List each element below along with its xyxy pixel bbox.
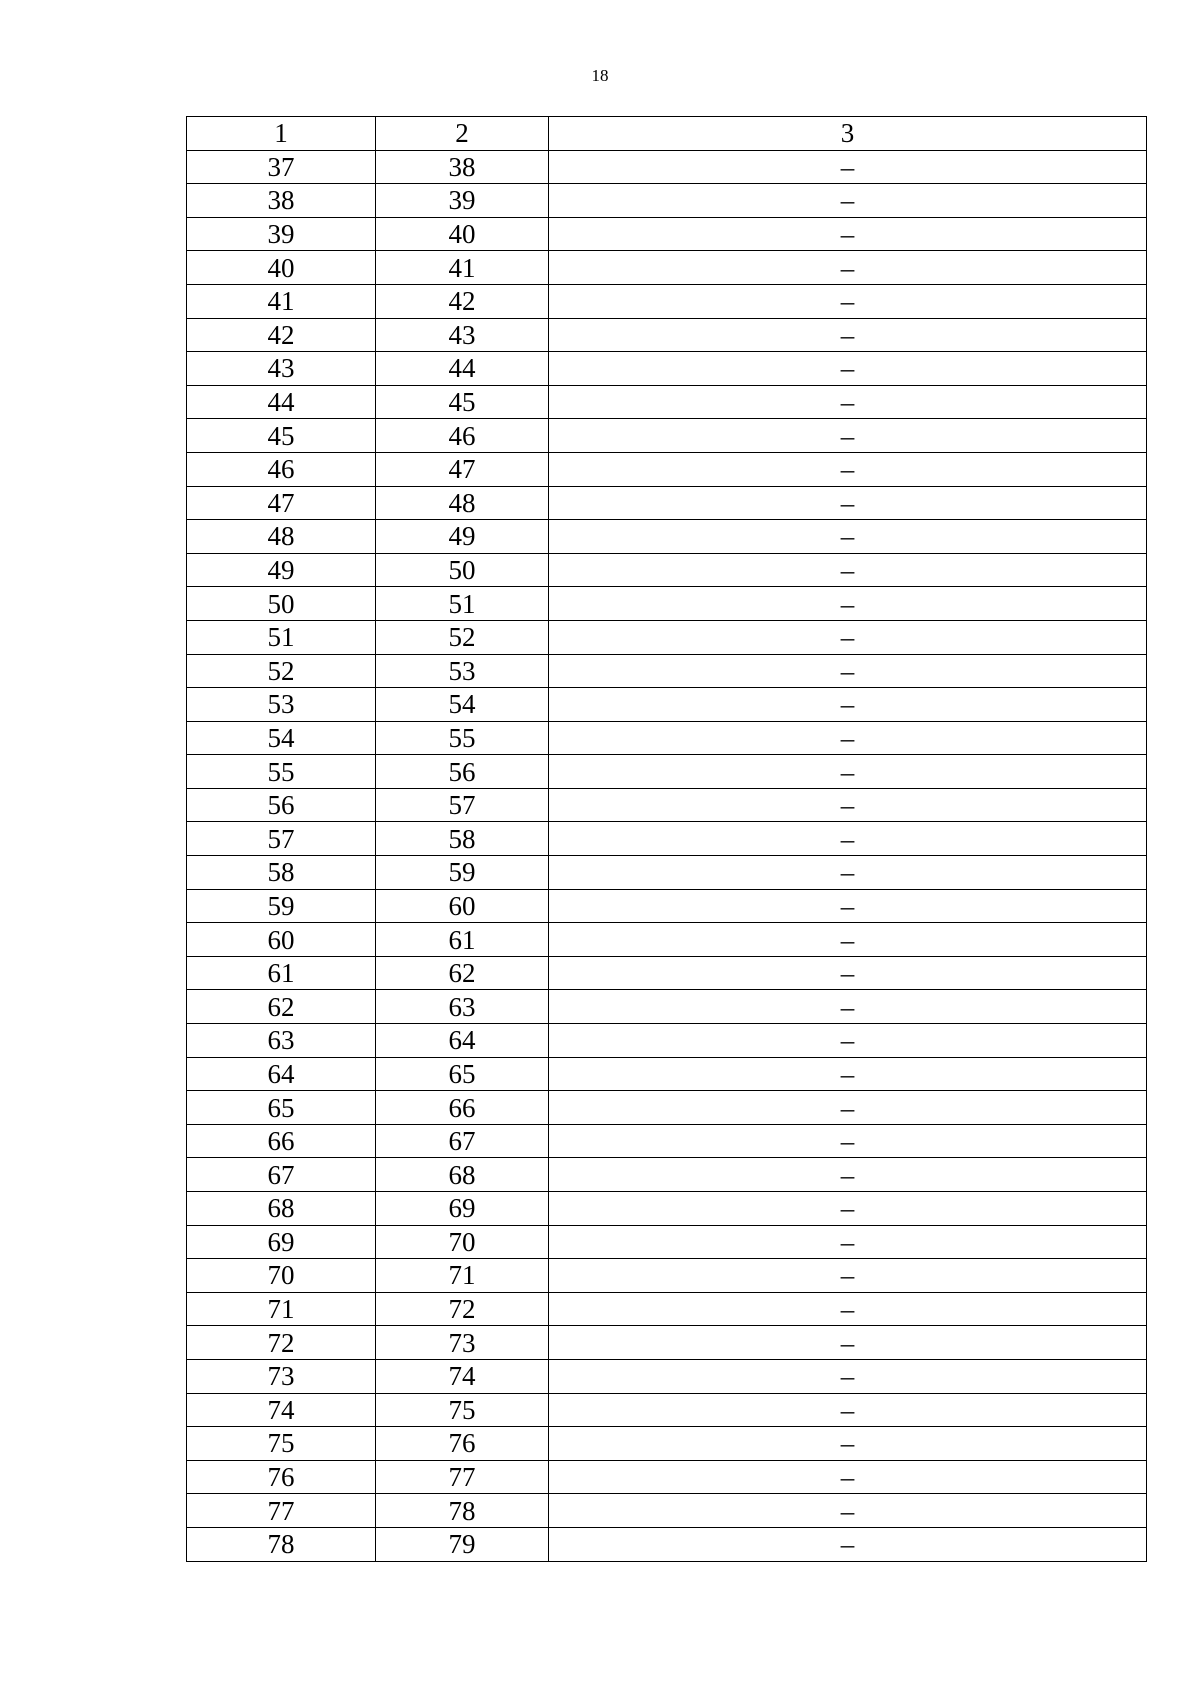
table-cell-col2: 43: [376, 318, 549, 352]
table-cell-col1: 75: [187, 1427, 376, 1461]
table-cell-col3: –: [549, 788, 1147, 822]
table-row: [187, 1527, 1147, 1561]
table-cell-col1: 50: [187, 587, 376, 621]
table-header-row: [187, 117, 1147, 151]
table-cell-col3: –: [549, 856, 1147, 890]
table-cell-col1: 57: [187, 822, 376, 856]
page-number: 18: [591, 66, 609, 85]
table-row: [187, 1024, 1147, 1058]
table-cell-col2: 46: [376, 419, 549, 453]
table-cell-col3: –: [549, 184, 1147, 218]
table-cell-col3: –: [549, 150, 1147, 184]
table-cell-col1: 74: [187, 1393, 376, 1427]
table-row: [187, 452, 1147, 486]
table-cell-col1: 41: [187, 284, 376, 318]
table-row: [187, 284, 1147, 318]
table-row: [187, 654, 1147, 688]
table-cell-col3: –: [549, 990, 1147, 1024]
table-cell-col1: 66: [187, 1124, 376, 1158]
table-row: [187, 721, 1147, 755]
table-cell-col3: –: [549, 620, 1147, 654]
table-cell-col2: 39: [376, 184, 549, 218]
table-cell-col1: 52: [187, 654, 376, 688]
table-cell-col3: –: [549, 889, 1147, 923]
table-cell-col1: 48: [187, 520, 376, 554]
table-cell-col3: –: [549, 352, 1147, 386]
table-cell-col3: –: [549, 452, 1147, 486]
table-cell-col3: –: [549, 1494, 1147, 1528]
table-cell-col3: –: [549, 553, 1147, 587]
table-cell-col2: 47: [376, 452, 549, 486]
table-cell-col2: 54: [376, 688, 549, 722]
table-cell-col2: 41: [376, 251, 549, 285]
table-row: [187, 150, 1147, 184]
table-cell-col3: –: [549, 1192, 1147, 1226]
table-cell-col2: 44: [376, 352, 549, 386]
table-cell-col2: 58: [376, 822, 549, 856]
table-cell-col1: 59: [187, 889, 376, 923]
table-cell-col2: 63: [376, 990, 549, 1024]
table-body: [187, 117, 1147, 1562]
table-cell-col2: 40: [376, 217, 549, 251]
table-row: [187, 385, 1147, 419]
table-cell-col2: 55: [376, 721, 549, 755]
table-cell-col3: –: [549, 520, 1147, 554]
table-cell-col1: 60: [187, 923, 376, 957]
table-cell-col1: 54: [187, 721, 376, 755]
table-cell-col1: 58: [187, 856, 376, 890]
table-row: [187, 184, 1147, 218]
table-cell-col2: 52: [376, 620, 549, 654]
table-cell-col3: –: [549, 721, 1147, 755]
table-cell-col1: 39: [187, 217, 376, 251]
table-cell-col2: 59: [376, 856, 549, 890]
table-cell-col1: 76: [187, 1460, 376, 1494]
table-cell-col3: –: [549, 822, 1147, 856]
table-cell-col2: 50: [376, 553, 549, 587]
table-cell-col1: 46: [187, 452, 376, 486]
table-row: [187, 1359, 1147, 1393]
table-cell-col1: 68: [187, 1192, 376, 1226]
table-cell-col3: –: [549, 385, 1147, 419]
table-cell-col1: 63: [187, 1024, 376, 1058]
table-cell-col1: 55: [187, 755, 376, 789]
table-cell-col2: 48: [376, 486, 549, 520]
table-cell-col2: 76: [376, 1427, 549, 1461]
table-row: [187, 352, 1147, 386]
table-cell-col1: 51: [187, 620, 376, 654]
table-cell-col2: 60: [376, 889, 549, 923]
table-cell-col1: 67: [187, 1158, 376, 1192]
data-table: [186, 116, 1147, 1562]
table-cell-col1: 61: [187, 956, 376, 990]
table-cell-col2: 67: [376, 1124, 549, 1158]
table-cell-col2: 68: [376, 1158, 549, 1192]
table-cell-col3: –: [549, 1158, 1147, 1192]
table-cell-col2: 77: [376, 1460, 549, 1494]
table-cell-col3: –: [549, 486, 1147, 520]
column-header-3: 3: [549, 117, 1147, 151]
table-cell-col3: –: [549, 1393, 1147, 1427]
table-row: [187, 1393, 1147, 1427]
table-cell-col1: 62: [187, 990, 376, 1024]
table-cell-col1: 49: [187, 553, 376, 587]
table-cell-col2: 79: [376, 1527, 549, 1561]
table-row: [187, 1091, 1147, 1125]
table-row: [187, 1326, 1147, 1360]
table-cell-col1: 56: [187, 788, 376, 822]
table-cell-col2: 62: [376, 956, 549, 990]
table-row: [187, 923, 1147, 957]
table-cell-col3: –: [549, 419, 1147, 453]
table-cell-col2: 70: [376, 1225, 549, 1259]
table-row: [187, 788, 1147, 822]
table-cell-col3: –: [549, 1225, 1147, 1259]
table-row: [187, 1192, 1147, 1226]
table-cell-col1: 71: [187, 1292, 376, 1326]
table-cell-col2: 65: [376, 1057, 549, 1091]
table-cell-col1: 43: [187, 352, 376, 386]
table-cell-col2: 61: [376, 923, 549, 957]
table-cell-col3: –: [549, 688, 1147, 722]
table-cell-col1: 64: [187, 1057, 376, 1091]
table-row: [187, 1460, 1147, 1494]
table-cell-col1: 72: [187, 1326, 376, 1360]
table-cell-col3: –: [549, 1124, 1147, 1158]
table-cell-col3: –: [549, 1427, 1147, 1461]
table-cell-col3: –: [549, 956, 1147, 990]
table-row: [187, 217, 1147, 251]
table-row: [187, 1057, 1147, 1091]
table-cell-col2: 71: [376, 1259, 549, 1293]
table-cell-col3: –: [549, 1091, 1147, 1125]
table-cell-col2: 66: [376, 1091, 549, 1125]
table-cell-col3: –: [549, 1259, 1147, 1293]
table-cell-col1: 44: [187, 385, 376, 419]
table-cell-col2: 75: [376, 1393, 549, 1427]
table-row: [187, 1494, 1147, 1528]
table-cell-col1: 53: [187, 688, 376, 722]
table-cell-col3: –: [549, 1057, 1147, 1091]
table-row: [187, 318, 1147, 352]
table-row: [187, 990, 1147, 1024]
table-cell-col3: –: [549, 654, 1147, 688]
table-row: [187, 620, 1147, 654]
table-cell-col1: 70: [187, 1259, 376, 1293]
table-cell-col3: –: [549, 923, 1147, 957]
table-row: [187, 1427, 1147, 1461]
table-cell-col1: 38: [187, 184, 376, 218]
table-cell-col2: 69: [376, 1192, 549, 1226]
table-cell-col3: –: [549, 1527, 1147, 1561]
table-cell-col3: –: [549, 755, 1147, 789]
table-row: [187, 822, 1147, 856]
table-cell-col1: 65: [187, 1091, 376, 1125]
table-cell-col1: 37: [187, 150, 376, 184]
table-row: [187, 1225, 1147, 1259]
table-cell-col2: 42: [376, 284, 549, 318]
table-row: [187, 1292, 1147, 1326]
table-cell-col3: –: [549, 1460, 1147, 1494]
table-cell-col3: –: [549, 1024, 1147, 1058]
table-cell-col3: –: [549, 587, 1147, 621]
table-cell-col3: –: [549, 1326, 1147, 1360]
table-cell-col2: 56: [376, 755, 549, 789]
table-cell-col1: 78: [187, 1527, 376, 1561]
table-row: [187, 1158, 1147, 1192]
table-cell-col1: 73: [187, 1359, 376, 1393]
table-row: [187, 1259, 1147, 1293]
table-row: [187, 755, 1147, 789]
table-cell-col3: –: [549, 217, 1147, 251]
table-cell-col3: –: [549, 1359, 1147, 1393]
table-cell-col2: 51: [376, 587, 549, 621]
table-cell-col1: 69: [187, 1225, 376, 1259]
column-header-2: 2: [376, 117, 549, 151]
table-cell-col3: –: [549, 1292, 1147, 1326]
table-row: [187, 889, 1147, 923]
table-row: [187, 856, 1147, 890]
table-cell-col2: 57: [376, 788, 549, 822]
table-cell-col2: 73: [376, 1326, 549, 1360]
table-cell-col2: 45: [376, 385, 549, 419]
table-row: [187, 688, 1147, 722]
column-header-1: 1: [187, 117, 376, 151]
table-cell-col1: 42: [187, 318, 376, 352]
table-row: [187, 419, 1147, 453]
table-cell-col2: 74: [376, 1359, 549, 1393]
table-cell-col2: 72: [376, 1292, 549, 1326]
table-cell-col2: 53: [376, 654, 549, 688]
table-cell-col3: –: [549, 251, 1147, 285]
table-row: [187, 553, 1147, 587]
table-cell-col1: 45: [187, 419, 376, 453]
table-cell-col1: 47: [187, 486, 376, 520]
table-row: [187, 251, 1147, 285]
table-cell-col1: 40: [187, 251, 376, 285]
table-cell-col2: 78: [376, 1494, 549, 1528]
table-cell-col2: 64: [376, 1024, 549, 1058]
table-row: [187, 1124, 1147, 1158]
table-cell-col3: –: [549, 318, 1147, 352]
table-row: [187, 587, 1147, 621]
table-cell-col1: 77: [187, 1494, 376, 1528]
table-row: [187, 956, 1147, 990]
table-cell-col3: –: [549, 284, 1147, 318]
table-cell-col2: 49: [376, 520, 549, 554]
table-row: [187, 520, 1147, 554]
table-row: [187, 486, 1147, 520]
table-cell-col2: 38: [376, 150, 549, 184]
